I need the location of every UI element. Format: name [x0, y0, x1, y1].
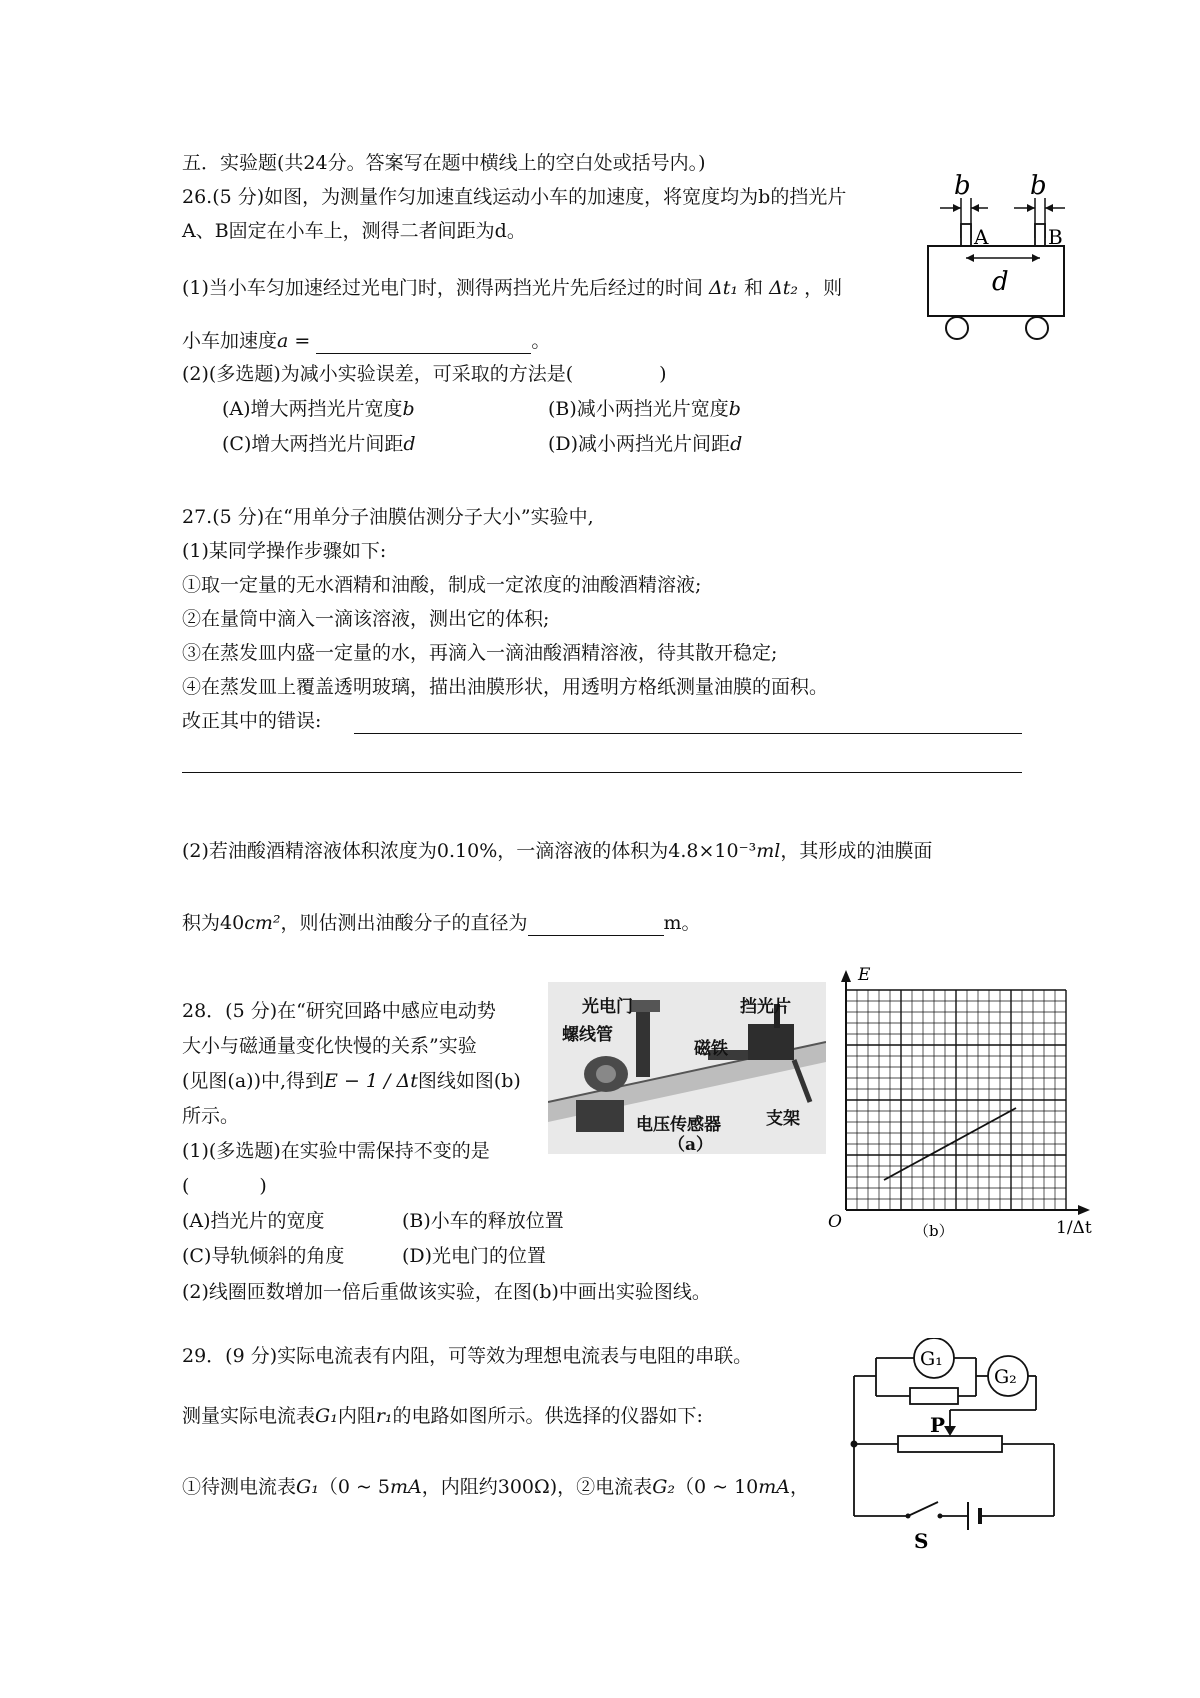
q29-item2-g2: G₂	[652, 1476, 675, 1498]
q26-intro-line1: 26.(5 分)如图，为测量作匀加速直线运动小车的加速度，将宽度均为b的挡光片	[182, 186, 847, 208]
photo-gate-post	[636, 1007, 650, 1077]
q26-accel-label: 小车加速度	[182, 330, 278, 352]
section-heading: 五．实验题(共24分。答案写在题中横线上的空白处或括号内。)	[182, 152, 706, 174]
fig-label-d: d	[992, 267, 1009, 297]
fig-wheel-right	[1026, 317, 1048, 339]
q28-line3	[182, 1070, 521, 1093]
q29-line1: 29．(9 分)实际电流表有内阻，可等效为理想电流表与电阻的串联。	[182, 1345, 753, 1367]
q27-area: 40	[220, 912, 245, 934]
graph-x-arrow	[1078, 1205, 1090, 1215]
q26-accel-answer-blank[interactable]	[316, 330, 531, 354]
q26-option-b-text: (B)减小两挡光片宽度	[548, 398, 729, 420]
circuit-label-p: P	[930, 1413, 946, 1437]
q27-part2b-mid: ，则估测出油酸分子的直径为	[280, 912, 528, 934]
fig-label-a: A	[974, 225, 989, 249]
q26-accel-eq: =	[288, 330, 311, 352]
q27-area-unit: cm²	[244, 912, 281, 934]
q27-answer-line-1[interactable]	[354, 733, 1022, 734]
graph-y-arrow	[841, 970, 851, 982]
apparatus-illustration	[548, 982, 826, 1154]
q26-option-d	[548, 433, 742, 456]
graph-x-label: 1/Δt	[1056, 1218, 1092, 1238]
photo-caption: （a）	[668, 1135, 714, 1154]
q26-intro-line2: A、B固定在小车上，测得二者间距为d。	[182, 220, 526, 242]
q29-item1-rest: ，内阻约300Ω)，②电流表	[421, 1476, 653, 1498]
q26-accel-line	[182, 330, 550, 354]
q29-r1: r₁	[375, 1405, 393, 1427]
photo-coil-core	[596, 1065, 616, 1083]
photo-label-magnet: 磁铁	[694, 1039, 728, 1059]
q28-option-b: (B)小车的释放位置	[402, 1210, 564, 1232]
q27-volume: 4.8×10⁻³	[668, 840, 757, 862]
apparatus-photo	[548, 982, 826, 1154]
q26-part1-post: ，则	[804, 277, 843, 299]
q27-answer-line-2[interactable]	[182, 772, 1022, 773]
q29-line3	[182, 1476, 809, 1499]
fig-arrowhead-3	[1027, 204, 1035, 212]
q27-intro: 27.(5 分)在“用单分子油膜估测分子大小”实验中,	[182, 506, 594, 528]
q28-part1-paren	[182, 1175, 267, 1198]
q26-option-a	[222, 398, 415, 421]
photo-label-coil: 螺线管	[562, 1025, 613, 1045]
graph-caption: （b）	[914, 1222, 954, 1240]
q27-sub1: (1)某同学操作步骤如下:	[182, 540, 387, 562]
q26-part2	[182, 363, 667, 386]
photo-label-plate: 挡光片	[740, 997, 791, 1017]
q27-correct-label: 改正其中的错误:	[182, 710, 322, 732]
q28-formula: E − 1 / Δt	[324, 1070, 418, 1092]
q27-part2-line1	[182, 840, 932, 863]
q28-line1: 28．(5 分)在“研究回路中感应电动势	[182, 1000, 496, 1022]
q28-line4: 所示。	[182, 1105, 240, 1127]
circuit-wiper-arrow	[944, 1426, 956, 1436]
q28-option-c: (C)导轨倾斜的角度	[182, 1245, 345, 1267]
photo-label-stand: 支架	[766, 1109, 800, 1129]
q27-part2-text: (2)若油酸酒精溶液体积浓度为	[182, 840, 437, 862]
q29-g1: G₁	[315, 1405, 338, 1427]
fig-d-arrow-left	[966, 254, 974, 262]
q27-part2-mid: ，一滴溶液的体积为	[497, 840, 669, 862]
fig-b-right: b	[1030, 171, 1047, 201]
q28-paren-close: )	[259, 1175, 267, 1197]
q28-line3-post: 图线如图(b)	[417, 1070, 521, 1092]
q26-dt1: Δt₁	[708, 277, 738, 299]
q26-option-a-var: b	[402, 398, 415, 420]
fig-arrowhead-1	[953, 204, 961, 212]
q27-part2-line2	[182, 912, 701, 936]
q29-item1-g1: G₁	[296, 1476, 319, 1498]
q28-option-d: (D)光电门的位置	[402, 1245, 547, 1267]
q29-item1-label: ①待测电流表	[182, 1476, 297, 1498]
q26-part2-text: (2)(多选题)为减小实验误差，可采取的方法是(	[182, 363, 574, 385]
q29-item1-unit: mA	[390, 1476, 422, 1498]
circuit-label-s: S	[914, 1529, 929, 1553]
fig-arrowhead-4	[1045, 204, 1053, 212]
q27-concentration: 0.10%	[436, 840, 498, 862]
circuit-switch-blade	[908, 1502, 938, 1516]
q29-item1-range: （0 ~ 5	[318, 1476, 390, 1498]
q26-part1	[182, 277, 842, 300]
q26-option-c-text: (C)增大两挡光片间距	[222, 433, 404, 455]
q27-unit-m: m。	[663, 912, 701, 934]
q26-accel-var: a	[277, 330, 289, 352]
fig-plate-b	[1035, 224, 1045, 246]
q29-item2-rest: ，	[790, 1476, 810, 1498]
q26-option-a-text: (A)增大两挡光片宽度	[222, 398, 403, 420]
graph-b	[820, 960, 1100, 1245]
photo-label-gate: 光电门	[582, 997, 633, 1017]
circuit-shunt-resistor	[910, 1388, 958, 1404]
q26-dt2: Δt₂	[769, 277, 799, 299]
fig-b-left: b	[954, 171, 971, 201]
fig-plate-a	[961, 224, 971, 246]
q27-step1: ①取一定量的无水酒精和油酸，制成一定浓度的油酸酒精溶液;	[182, 574, 702, 596]
q26-option-c	[222, 433, 416, 456]
q26-accel-end: 。	[531, 330, 551, 352]
q28-part2: (2)线圈匝数增加一倍后重做该实验，在图(b)中画出实验图线。	[182, 1281, 711, 1303]
photo-gate-head	[630, 1000, 660, 1012]
q27-volume-unit: ml	[756, 840, 781, 862]
q27-step3: ③在蒸发皿内盛一定量的水，再滴入一滴油酸酒精溶液，待其散开稳定;	[182, 642, 778, 664]
circuit-rheostat	[898, 1436, 1002, 1452]
q29-line2-pre: 测量实际电流表	[182, 1405, 316, 1427]
circuit-label-g2: G₂	[994, 1366, 1017, 1388]
graph-grid	[846, 990, 1066, 1210]
fig-wheel-left	[946, 317, 968, 339]
photo-label-sensor: 电压传感器	[636, 1115, 721, 1135]
q26-option-d-var: d	[730, 433, 743, 455]
q27-step2: ②在量筒中滴入一滴该溶液，测出它的体积;	[182, 608, 550, 630]
photo-sensor	[576, 1100, 624, 1132]
q28-paren-open: (	[182, 1175, 190, 1197]
q29-line2-post: 的电路如图所示。供选择的仪器如下:	[392, 1405, 703, 1427]
fig-label-b: B	[1048, 225, 1063, 249]
graph-origin: O	[828, 1212, 842, 1232]
q26-option-b-var: b	[728, 398, 741, 420]
q29-item2-unit: mA	[758, 1476, 790, 1498]
q27-part2-post: ，其形成的油膜面	[780, 840, 933, 862]
q26-option-b	[548, 398, 741, 421]
circuit-label-g1: G₁	[920, 1348, 943, 1370]
cart-figure	[910, 168, 1080, 348]
q26-part1-text: (1)当小车匀加速经过光电门时，测得两挡光片先后经过的时间	[182, 277, 703, 299]
q26-option-d-text: (D)减小两挡光片间距	[548, 433, 731, 455]
q26-part2-close: )	[659, 363, 667, 385]
circuit-junction	[851, 1441, 858, 1448]
q26-and: 和	[744, 277, 764, 299]
q29-line2-mid: 内阻	[337, 1405, 376, 1427]
q27-area-label: 积为	[182, 912, 221, 934]
fig-arrowhead-2	[971, 204, 979, 212]
q28-line3-pre: (见图(a))中,得到	[182, 1070, 325, 1092]
graph-y-label: E	[858, 965, 871, 985]
q27-diameter-answer-blank[interactable]	[528, 912, 664, 936]
q28-option-a: (A)挡光片的宽度	[182, 1210, 325, 1232]
q27-step4: ④在蒸发皿上覆盖透明玻璃，描出油膜形状，用透明方格纸测量油膜的面积。	[182, 676, 829, 698]
circuit-diagram	[840, 1338, 1070, 1553]
photo-cart	[748, 1024, 794, 1060]
fig-d-arrow-right	[1032, 254, 1040, 262]
q26-option-c-var: d	[403, 433, 416, 455]
q29-item2-range: （0 ~ 10	[674, 1476, 759, 1498]
q29-line2	[182, 1405, 703, 1428]
q28-line2: 大小与磁通量变化快慢的关系”实验	[182, 1035, 477, 1057]
q28-part1: (1)(多选题)在实验中需保持不变的是	[182, 1140, 490, 1162]
